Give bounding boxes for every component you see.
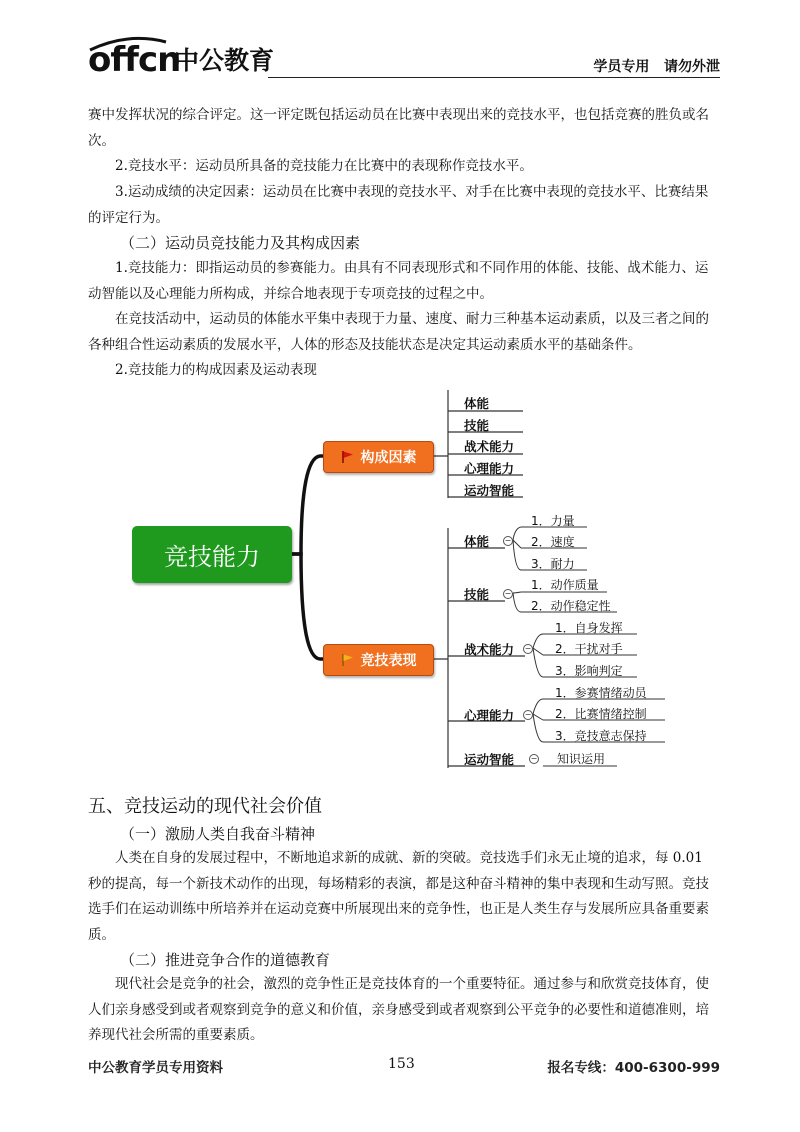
logo-chinese-name: 中公教育 [174,46,275,75]
paragraph-physical-ability: 在竞技活动中，运动员的体能水平集中表现于力量、速度、耐力三种基本运动素质，以及三者之间的各种组合性运动素质的发展水平，人体的形态及技能状态是决定其运动素质水平的基础条件。 [88,311,709,353]
performance-item: 3．影响判定 [555,664,623,678]
paragraph-competitive-level: 2.竞技水平：运动员所具备的竞技能力在比赛中的表现称作竞技水平。 [115,158,533,174]
footer-source: 中公教育学员专用资料 [88,1060,223,1076]
paragraph-ability-definition: 1.竞技能力：即指运动员的参赛能力。由具有不同表现形式和不同作用的体能、技能、战术能力、运动智能以及心理能力所构成，并综合地表现于专项竞技的过程之中。 [88,260,709,302]
performance-item: 2．比赛情绪控制 [555,707,647,721]
collapse-icon: − [524,644,532,653]
performance-group: 心理能力 [464,708,515,723]
performance-item: 3．耐力 [531,557,575,571]
performance-item: 2．速度 [531,535,575,549]
mind-map [125,388,685,774]
logo-swoosh-icon [88,36,168,52]
branch-performance [323,644,434,676]
performance-group: 技能 [464,587,490,602]
footer-hotline: 报名专线：400-6300-999 [547,1060,720,1076]
composition-item: 技能 [464,418,490,433]
collapse-icon: − [524,710,532,719]
performance-group: 体能 [464,534,490,549]
performance-item: 1．自身发挥 [555,621,623,635]
performance-item: 1．动作质量 [531,578,599,592]
performance-item: 1．参赛情绪动员 [555,686,647,700]
branch-performance-label: 竞技表现 [360,653,417,669]
paragraph-self-striving: 人类在自身的发展过程中，不断地追求新的成就、新的突破。竞技选手们永无止境的追求，每 0.01 秒的提高，每一个新技术动作的出现，每场精彩的表演，都是这种奋斗精神的集中表现和生动写照。竞技选手们在运动训练中所培养并在运动竞赛中所展现出来的竞争性，也正是人类生存与发展所应具备重要素质。 [88,850,709,943]
performance-item: 知识运用 [557,752,606,766]
performance-item: 2．动作稳定性 [531,599,611,613]
composition-item: 战术能力 [464,439,515,454]
composition-item: 运动智能 [464,483,515,498]
performance-group: 战术能力 [464,642,515,657]
logo-wordmark: offcn [88,40,181,80]
branch-composition [323,441,434,473]
section-heading: 五、竞技运动的现代社会价值 [88,796,322,817]
composition-item: 心理能力 [464,461,515,476]
subheading-competitive-ability: （二）运动员竞技能力及其构成因素 [120,234,361,252]
paragraph-moral-education: 现代社会是竞争的社会，激烈的竞争性正是竞技体育的一个重要特征。通过参与和欣赏竞技体育，使人们亲身感受到或者观察到竞争的意义和价值，亲身感受到或者观察到公平竞争的必要性和道德准则，培养现代社会所需的重要素质。 [88,976,709,1043]
header-rule [268,77,720,78]
performance-group: 运动智能 [464,752,515,767]
composition-item: 体能 [464,396,490,411]
page-number: 153 [388,1056,415,1072]
mind-map-root: 竞技能力 [132,526,292,583]
subheading-self-striving: （一）激励人类自我奋斗精神 [120,825,316,843]
header-notice: 学员专用 请勿外泄 [593,59,720,75]
performance-item: 2．干扰对手 [555,642,623,656]
paragraph-mindmap-caption: 2.竞技能力的构成因素及运动表现 [115,362,317,378]
performance-item: 3．竞技意志保持 [555,729,647,743]
collapse-icon: − [530,754,538,763]
yellow-flag-icon [341,653,355,667]
branch-composition-label: 构成因素 [360,450,417,466]
paragraph-performance-factors: 3.运动成绩的决定因素：运动员在比赛中表现的竞技水平、对手在比赛中表现的竞技水平、比赛结果的评定行为。 [88,184,709,226]
collapse-icon: − [504,589,512,598]
paragraph-continuation: 赛中发挥状况的综合评定。这一评定既包括运动员在比赛中表现出来的竞技水平，也包括竞赛的胜负或名次。 [88,107,709,149]
performance-item: 1．力量 [531,514,575,528]
red-flag-icon [341,450,355,464]
subheading-moral-education: （二）推进竞争合作的道德教育 [120,951,331,969]
collapse-icon: − [504,536,512,545]
